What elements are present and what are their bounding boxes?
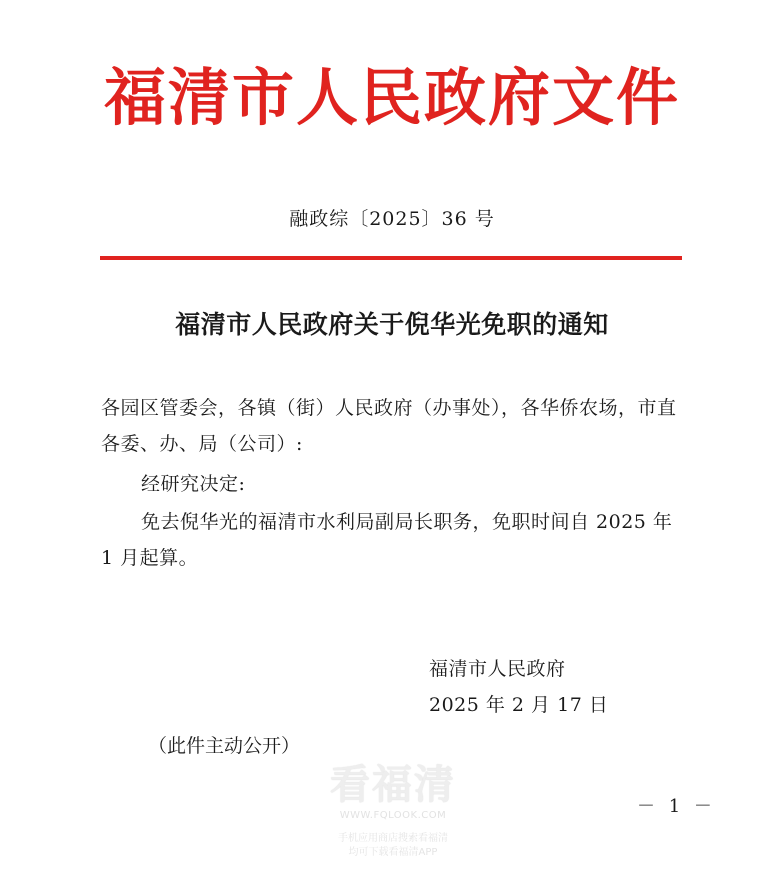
issuer-signature: 福清市人民政府 [429,658,566,680]
watermark-logo: 看福清 [330,762,456,808]
watermark-url: WWW.FQLOOK.COM [339,810,447,821]
watermark [318,762,468,862]
red-divider-line [100,256,682,260]
masthead-title: 福清市人民政府文件 [103,61,680,134]
disclosure-note: （此件主动公开） [148,735,301,757]
watermark-caption-line-1: 手机应用商店搜索看福清 [338,833,448,844]
document-title: 福清市人民政府关于倪华光免职的通知 [175,310,609,339]
addressee-paragraph: 各园区管委会，各镇（街）人民政府（办事处），各华侨农场，市直各委、办、局（公司）: [101,397,677,455]
page-number: － 1 － [637,796,716,817]
decision-paragraph: 免去倪华光的福清市水利局副局长职务，免职时间自 2025 年 1 月起算。 [101,511,673,569]
issue-date: 2025 年 2 月 17 日 [429,694,609,716]
document-number: 融政综〔2025〕36 号 [289,208,495,230]
watermark-caption-line-2: 均可下载看福清APP [348,847,438,858]
intro-paragraph: 经研究决定: [141,473,246,495]
